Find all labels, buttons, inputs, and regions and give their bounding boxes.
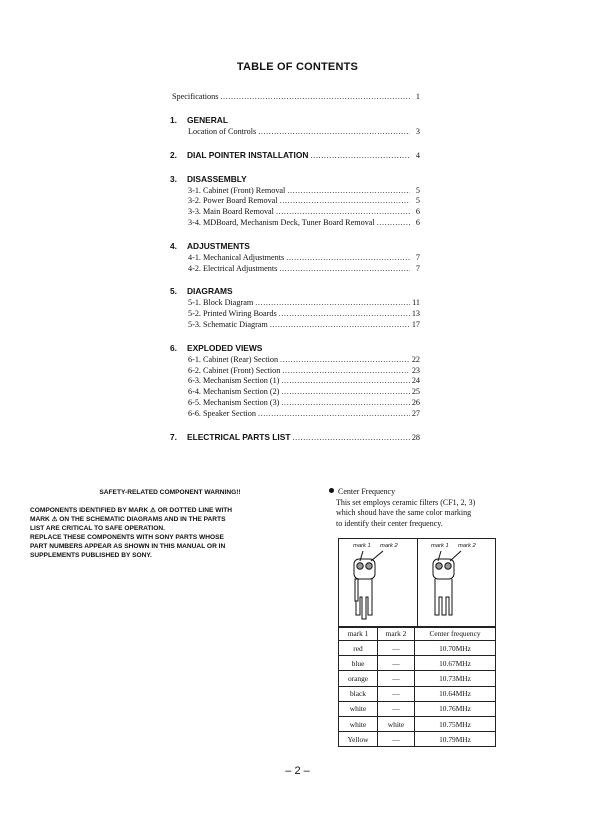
toc-entry[interactable] xyxy=(170,264,420,275)
toc-entry-label: 5-2. Printed Wiring Boards xyxy=(188,309,277,319)
toc-entry-label: 4-2. Electrical Adjustments xyxy=(188,263,278,273)
table-cell: 10.73MHz xyxy=(415,671,496,686)
table-cell: white xyxy=(339,716,378,731)
table-cell: Yellow xyxy=(339,732,378,747)
toc-entry[interactable] xyxy=(170,127,420,138)
section-title: DIAL POINTER INSTALLATION xyxy=(187,149,309,160)
section-title: ADJUSTMENTS xyxy=(187,240,250,251)
table-cell: black xyxy=(339,686,378,701)
dot-leader xyxy=(280,196,410,207)
dot-leader xyxy=(287,186,410,197)
toc-section xyxy=(170,174,420,229)
safety-line: PART NUMBERS APPEAR AS SHOWN IN THIS MANUAL OR IN xyxy=(30,543,226,550)
section-number: 2. xyxy=(170,149,177,160)
toc-entry-page: 24 xyxy=(411,376,420,386)
mark-1-label: mark 1 xyxy=(353,543,371,549)
table-cell: 10.79MHz xyxy=(415,732,496,747)
toc-entry-page: 6 xyxy=(415,207,420,217)
section-title: DISASSEMBLY xyxy=(187,173,247,184)
table-cell: — xyxy=(378,686,415,701)
page-title: TABLE OF CONTENTS xyxy=(236,61,359,73)
safety-line xyxy=(30,506,300,515)
dot-leader xyxy=(281,387,409,398)
toc-entry-label: 6-1. Cabinet (Rear) Section xyxy=(188,354,279,364)
toc-entry-label: 5-3. Schematic Diagram xyxy=(188,319,268,329)
toc-entry-page: 1 xyxy=(415,92,420,101)
section-title: ELECTRICAL PARTS LIST xyxy=(187,431,291,442)
table-cell: — xyxy=(378,656,415,671)
center-frequency-heading: Center Frequency xyxy=(338,487,396,496)
toc-entry-page: 4 xyxy=(415,150,420,160)
toc-entry-label: 6-3. Mechanism Section (1) xyxy=(188,376,280,386)
table-row xyxy=(339,716,496,731)
toc-entry[interactable] xyxy=(170,376,420,387)
toc-entry-label: 3-1. Cabinet (Front) Removal xyxy=(188,185,286,195)
toc-entry-label: 3-4. MDBoard, Mechanism Deck, Tuner Board Removal xyxy=(188,217,375,227)
safety-line: REPLACE THESE COMPONENTS WITH SONY PARTS WHOSE xyxy=(30,534,224,541)
toc-entry[interactable] xyxy=(170,298,420,309)
toc-entry[interactable] xyxy=(170,186,420,197)
toc-entry-label: 4-1. Mechanical Adjustments xyxy=(188,252,285,262)
table-row xyxy=(339,641,496,656)
dot-leader xyxy=(377,218,410,229)
section-title: GENERAL xyxy=(187,114,228,125)
toc-entry-page: 3 xyxy=(415,126,420,136)
section-title: EXPLODED VIEWS xyxy=(187,342,263,353)
dot-leader xyxy=(281,376,409,387)
toc-entry-page: 5 xyxy=(415,185,420,195)
dot-leader xyxy=(220,92,410,103)
toc-section-heading[interactable] xyxy=(170,286,420,298)
toc-entry[interactable] xyxy=(170,207,420,218)
safety-text: COMPONENTS IDENTIFIED BY MARK xyxy=(30,507,151,514)
toc-entry-page: 5 xyxy=(415,196,420,206)
safety-line xyxy=(30,515,300,524)
toc-entry-page: 27 xyxy=(411,408,420,418)
toc-entry[interactable] xyxy=(170,309,420,320)
toc-section xyxy=(170,241,420,275)
toc-entry[interactable] xyxy=(170,409,420,420)
table-cell: 10.70MHz xyxy=(415,641,496,656)
section-title: DIAGRAMS xyxy=(187,286,233,297)
center-frequency-table xyxy=(338,626,496,747)
table-cell: 10.64MHz xyxy=(415,686,496,701)
section-number: 3. xyxy=(170,173,177,184)
dot-leader xyxy=(279,264,410,275)
mark-1-label: mark 1 xyxy=(431,543,449,549)
dot-leader xyxy=(281,398,409,409)
mark-2-label: mark 2 xyxy=(380,543,398,549)
dot-leader xyxy=(258,127,410,138)
column-header: mark 1 xyxy=(339,627,378,641)
table-cell: — xyxy=(378,641,415,656)
table-row xyxy=(339,656,496,671)
toc-entry-label: Specifications xyxy=(172,92,219,101)
caution-triangle-icon: ⚠ xyxy=(150,507,156,514)
caution-triangle-icon: ⚠ xyxy=(51,516,58,523)
table-cell: white xyxy=(378,716,415,731)
toc-entry-page: 23 xyxy=(411,365,420,375)
toc-entry-label: Location of Controls xyxy=(188,126,257,136)
toc-entry[interactable] xyxy=(170,320,420,331)
toc-entry[interactable] xyxy=(170,366,420,377)
toc-entry-page: 7 xyxy=(415,252,420,262)
dot-leader xyxy=(279,309,410,320)
dot-leader xyxy=(310,151,410,162)
safety-text: ON THE SCHEMATIC DIAGRAMS AND IN THE PARTS xyxy=(57,516,226,523)
toc-entry-page: 11 xyxy=(412,298,420,308)
toc-entry-page: 28 xyxy=(411,432,420,442)
table-row xyxy=(339,701,496,716)
table-cell: 10.75MHz xyxy=(415,716,496,731)
toc-sections xyxy=(170,115,420,444)
table-of-contents xyxy=(170,92,420,444)
table-row xyxy=(339,671,496,686)
safety-text: MARK xyxy=(30,516,52,523)
toc-entry-specifications[interactable] xyxy=(170,92,420,103)
ceramic-filter-icon xyxy=(339,539,495,627)
section-number: 5. xyxy=(170,286,177,297)
toc-entry-page: 13 xyxy=(411,309,420,319)
table-cell: blue xyxy=(339,656,378,671)
toc-section-heading[interactable] xyxy=(170,115,420,127)
section-number: 7. xyxy=(170,431,177,442)
dot-leader xyxy=(270,320,410,331)
dot-leader xyxy=(292,433,409,444)
toc-section-heading[interactable] xyxy=(170,343,420,355)
toc-entry-page: 17 xyxy=(411,319,420,329)
toc-section-heading[interactable] xyxy=(170,150,420,162)
table-cell: orange xyxy=(339,671,378,686)
safety-line: SUPPLEMENTS PUBLISHED BY SONY. xyxy=(30,552,152,559)
safety-line: LIST ARE CRITICAL TO SAFE OPERATION. xyxy=(30,525,165,532)
section-number: 1. xyxy=(170,114,177,125)
safety-warning xyxy=(30,488,300,560)
toc-entry-label: 5-1. Block Diagram xyxy=(188,298,254,308)
toc-section xyxy=(170,286,420,330)
dot-leader xyxy=(276,207,410,218)
dot-leader xyxy=(282,366,409,377)
table-body xyxy=(339,641,496,747)
safety-text: OR DOTTED LINE WITH xyxy=(155,507,233,514)
table-cell: — xyxy=(378,671,415,686)
bullet-icon xyxy=(329,488,334,493)
toc-entry-label: 6-6. Speaker Section xyxy=(188,408,256,418)
toc-entry-page: 25 xyxy=(411,387,420,397)
ceramic-filter-diagram xyxy=(338,538,496,628)
toc-entry-label: 6-2. Cabinet (Front) Section xyxy=(188,365,281,375)
dot-leader xyxy=(280,355,410,366)
table-cell: white xyxy=(339,701,378,716)
toc-section xyxy=(170,343,420,420)
dot-leader xyxy=(258,409,410,420)
page-number: – 2 – xyxy=(285,765,310,777)
toc-entry[interactable] xyxy=(170,196,420,207)
toc-entry[interactable] xyxy=(170,218,420,229)
table-cell: 10.76MHz xyxy=(415,701,496,716)
toc-entry-page: 6 xyxy=(415,217,420,227)
toc-entry-label: 6-5. Mechanism Section (3) xyxy=(188,397,280,407)
toc-entry-page: 22 xyxy=(411,354,420,364)
toc-entry[interactable] xyxy=(170,355,420,366)
table-cell: red xyxy=(339,641,378,656)
center-frequency-note xyxy=(329,487,569,529)
toc-entry-page: 26 xyxy=(411,397,420,407)
note-line: to identify their center frequency. xyxy=(336,518,443,528)
toc-entry[interactable] xyxy=(170,398,420,409)
note-line: This set employs ceramic filters (CF1, 2, 3) xyxy=(336,497,476,507)
section-number: 4. xyxy=(170,240,177,251)
toc-entry[interactable] xyxy=(170,387,420,398)
toc-entry-page: 7 xyxy=(415,263,420,273)
column-header: Center frequency xyxy=(415,627,496,641)
dot-leader xyxy=(286,253,410,264)
toc-entry[interactable] xyxy=(170,253,420,264)
toc-entry-label: 3-2. Power Board Removal xyxy=(188,196,278,206)
toc-section xyxy=(170,115,420,138)
table-row xyxy=(339,732,496,747)
safety-warning-title: SAFETY-RELATED COMPONENT WARNING!! xyxy=(99,489,241,496)
dot-leader xyxy=(255,298,410,309)
toc-entry-label: 3-3. Main Board Removal xyxy=(188,207,274,217)
toc-section xyxy=(170,150,420,162)
table-header-row xyxy=(339,627,496,641)
table-row xyxy=(339,686,496,701)
toc-section-heading[interactable] xyxy=(170,174,420,186)
table-cell: 10.67MHz xyxy=(415,656,496,671)
mark-2-label: mark 2 xyxy=(458,543,476,549)
section-number: 6. xyxy=(170,342,177,353)
toc-entry-label: 6-4. Mechanism Section (2) xyxy=(188,387,280,397)
column-header: mark 2 xyxy=(378,627,415,641)
note-line: which shoud have the same color marking xyxy=(336,508,472,518)
toc-section-heading[interactable] xyxy=(170,241,420,253)
table-cell: — xyxy=(378,701,415,716)
toc-section-heading[interactable] xyxy=(170,432,420,444)
table-cell: — xyxy=(378,732,415,747)
toc-section xyxy=(170,432,420,444)
